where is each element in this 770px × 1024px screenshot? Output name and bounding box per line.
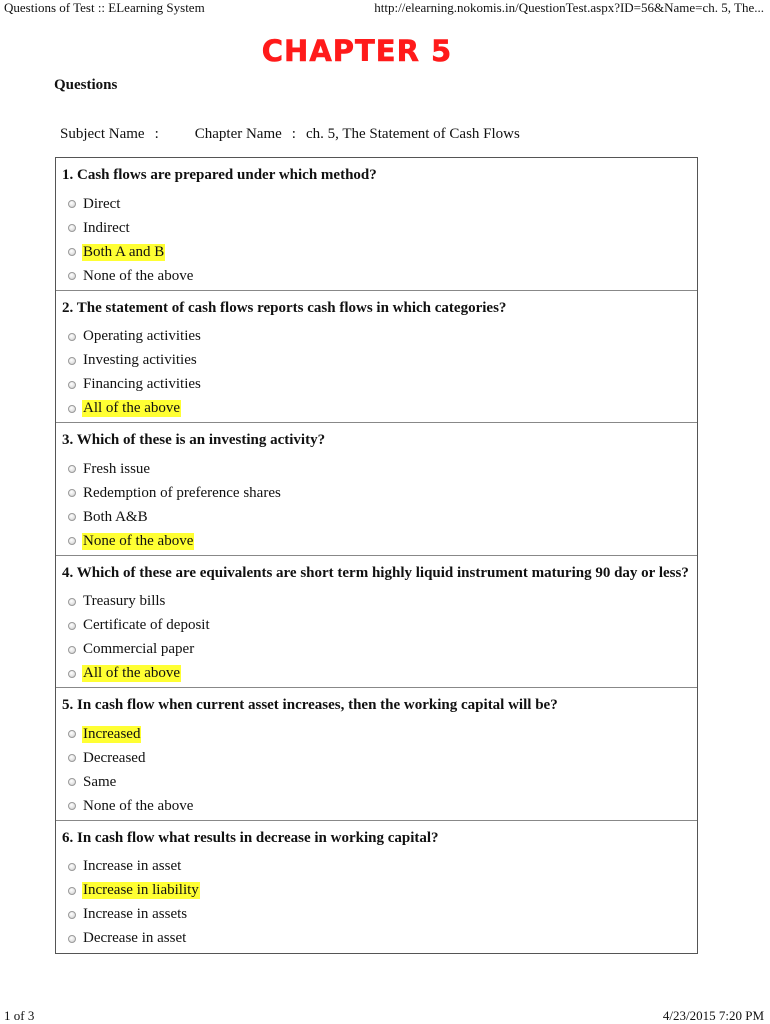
answer-option[interactable] [62, 397, 697, 421]
question-text: 1. Cash flows are prepared under which method? [62, 167, 377, 183]
radio-button-icon[interactable] [68, 802, 76, 810]
answer-option-label-highlighted: Both A and B [83, 243, 165, 260]
answer-option[interactable] [62, 638, 697, 662]
radio-button-icon[interactable] [68, 248, 76, 256]
answer-option[interactable] [62, 457, 697, 481]
answer-option-label: Increase in assets [83, 906, 188, 922]
radio-button-icon[interactable] [68, 513, 76, 521]
answer-option-label: Increase in asset [83, 858, 182, 874]
answer-option[interactable] [62, 770, 697, 794]
answer-option-label: Fresh issue [83, 460, 151, 477]
answer-option[interactable] [62, 481, 697, 505]
radio-button-icon[interactable] [68, 405, 76, 413]
radio-button-icon[interactable] [68, 887, 76, 895]
question-text: 2. The statement of cash flows reports cash flows in which categories? [62, 299, 507, 316]
question-text: 4. Which of these are equivalents are short term highly liquid instrument maturing 90 day or less? [62, 564, 689, 581]
answer-option[interactable] [62, 746, 697, 770]
radio-button-icon[interactable] [68, 598, 76, 606]
answer-option[interactable] [62, 614, 697, 638]
answer-option-label-highlighted: Increase in liability [83, 882, 199, 898]
radio-button-icon[interactable] [68, 381, 76, 389]
answer-option[interactable] [62, 722, 697, 746]
question-text: 3. Which of these is an investing activity? [62, 432, 326, 448]
radio-button-icon[interactable] [68, 537, 76, 545]
radio-button-icon[interactable] [68, 333, 76, 341]
subject-name-separator: : [154, 126, 159, 142]
answer-option-label-highlighted: All of the above [83, 400, 181, 416]
answer-option[interactable] [62, 903, 697, 927]
radio-button-icon[interactable] [68, 670, 76, 678]
radio-button-icon[interactable] [68, 489, 76, 497]
answer-option[interactable] [62, 349, 697, 373]
radio-button-icon[interactable] [68, 754, 76, 762]
answer-option-label: Treasury bills [83, 593, 166, 609]
print-header-url: http://elearning.nokomis.in/QuestionTest.aspx?ID=56&Name=ch. 5, The... [374, 0, 764, 15]
radio-button-icon[interactable] [68, 465, 76, 473]
answer-option[interactable] [62, 240, 697, 264]
radio-button-icon[interactable] [68, 622, 76, 630]
answer-option-label: Operating activities [83, 328, 201, 344]
question-block [56, 423, 697, 556]
question-block [56, 158, 697, 291]
questions-list [55, 157, 698, 954]
answer-option-label: Commercial paper [83, 641, 195, 657]
answer-option[interactable] [62, 192, 697, 216]
answer-option-label: Indirect [83, 219, 130, 236]
subject-row [60, 126, 520, 143]
print-footer-page-count: 1 of 3 [4, 1008, 35, 1023]
chapter-name-value: ch. 5, The Statement of Cash Flows [305, 126, 520, 142]
answer-option-label: None of the above [83, 267, 194, 284]
radio-button-icon[interactable] [68, 911, 76, 919]
answer-option-label: Direct [83, 195, 121, 212]
print-header-title: Questions of Test :: ELearning System [4, 0, 205, 15]
chapter-name-separator: : [291, 126, 296, 142]
chapter-name-label: Chapter Name [194, 126, 282, 142]
subject-name-label: Subject Name [60, 126, 145, 142]
answer-option[interactable] [62, 373, 697, 397]
answer-option[interactable] [62, 264, 697, 288]
answer-option[interactable] [62, 879, 697, 903]
radio-button-icon[interactable] [68, 935, 76, 943]
radio-button-icon[interactable] [68, 272, 76, 280]
answer-option-label: Certificate of deposit [83, 617, 210, 633]
radio-button-icon[interactable] [68, 778, 76, 786]
answer-option[interactable] [62, 529, 697, 553]
answer-option-label: None of the above [83, 797, 194, 814]
answer-option[interactable] [62, 794, 697, 818]
answer-option-label: Redemption of preference shares [83, 484, 281, 501]
answer-option[interactable] [62, 662, 697, 686]
answer-option-label: Investing activities [83, 352, 197, 368]
print-footer-datetime: 4/23/2015 7:20 PM [662, 1008, 764, 1023]
radio-button-icon[interactable] [68, 863, 76, 871]
radio-button-icon[interactable] [68, 224, 76, 232]
question-block [56, 291, 697, 424]
question-text: 6. In cash flow what results in decrease in working capital? [62, 829, 439, 846]
answer-option[interactable] [62, 855, 697, 879]
answer-option-label-highlighted: Increased [83, 725, 141, 742]
answer-option-label: Same [83, 773, 117, 790]
radio-button-icon[interactable] [68, 730, 76, 738]
answer-option-label: Both A&B [83, 508, 148, 525]
question-block [56, 556, 697, 689]
question-text: 5. In cash flow when current asset increases, then the working capital will be? [62, 697, 558, 713]
section-heading: Questions [54, 77, 118, 93]
answer-option[interactable] [62, 325, 697, 349]
answer-option[interactable] [62, 590, 697, 614]
answer-option[interactable] [62, 505, 697, 529]
answer-option-label: Financing activities [83, 376, 201, 392]
radio-button-icon[interactable] [68, 357, 76, 365]
answer-option[interactable] [62, 216, 697, 240]
radio-button-icon[interactable] [68, 646, 76, 654]
answer-option[interactable] [62, 927, 697, 951]
chapter-stamp: CHAPTER 5 [261, 34, 453, 68]
answer-option-label: Decreased [83, 749, 146, 766]
question-block [56, 688, 697, 821]
answer-option-label-highlighted: None of the above [83, 532, 194, 549]
answer-option-label: Decrease in asset [83, 930, 187, 946]
radio-button-icon[interactable] [68, 200, 76, 208]
question-block [56, 821, 697, 954]
answer-option-label-highlighted: All of the above [83, 665, 181, 681]
